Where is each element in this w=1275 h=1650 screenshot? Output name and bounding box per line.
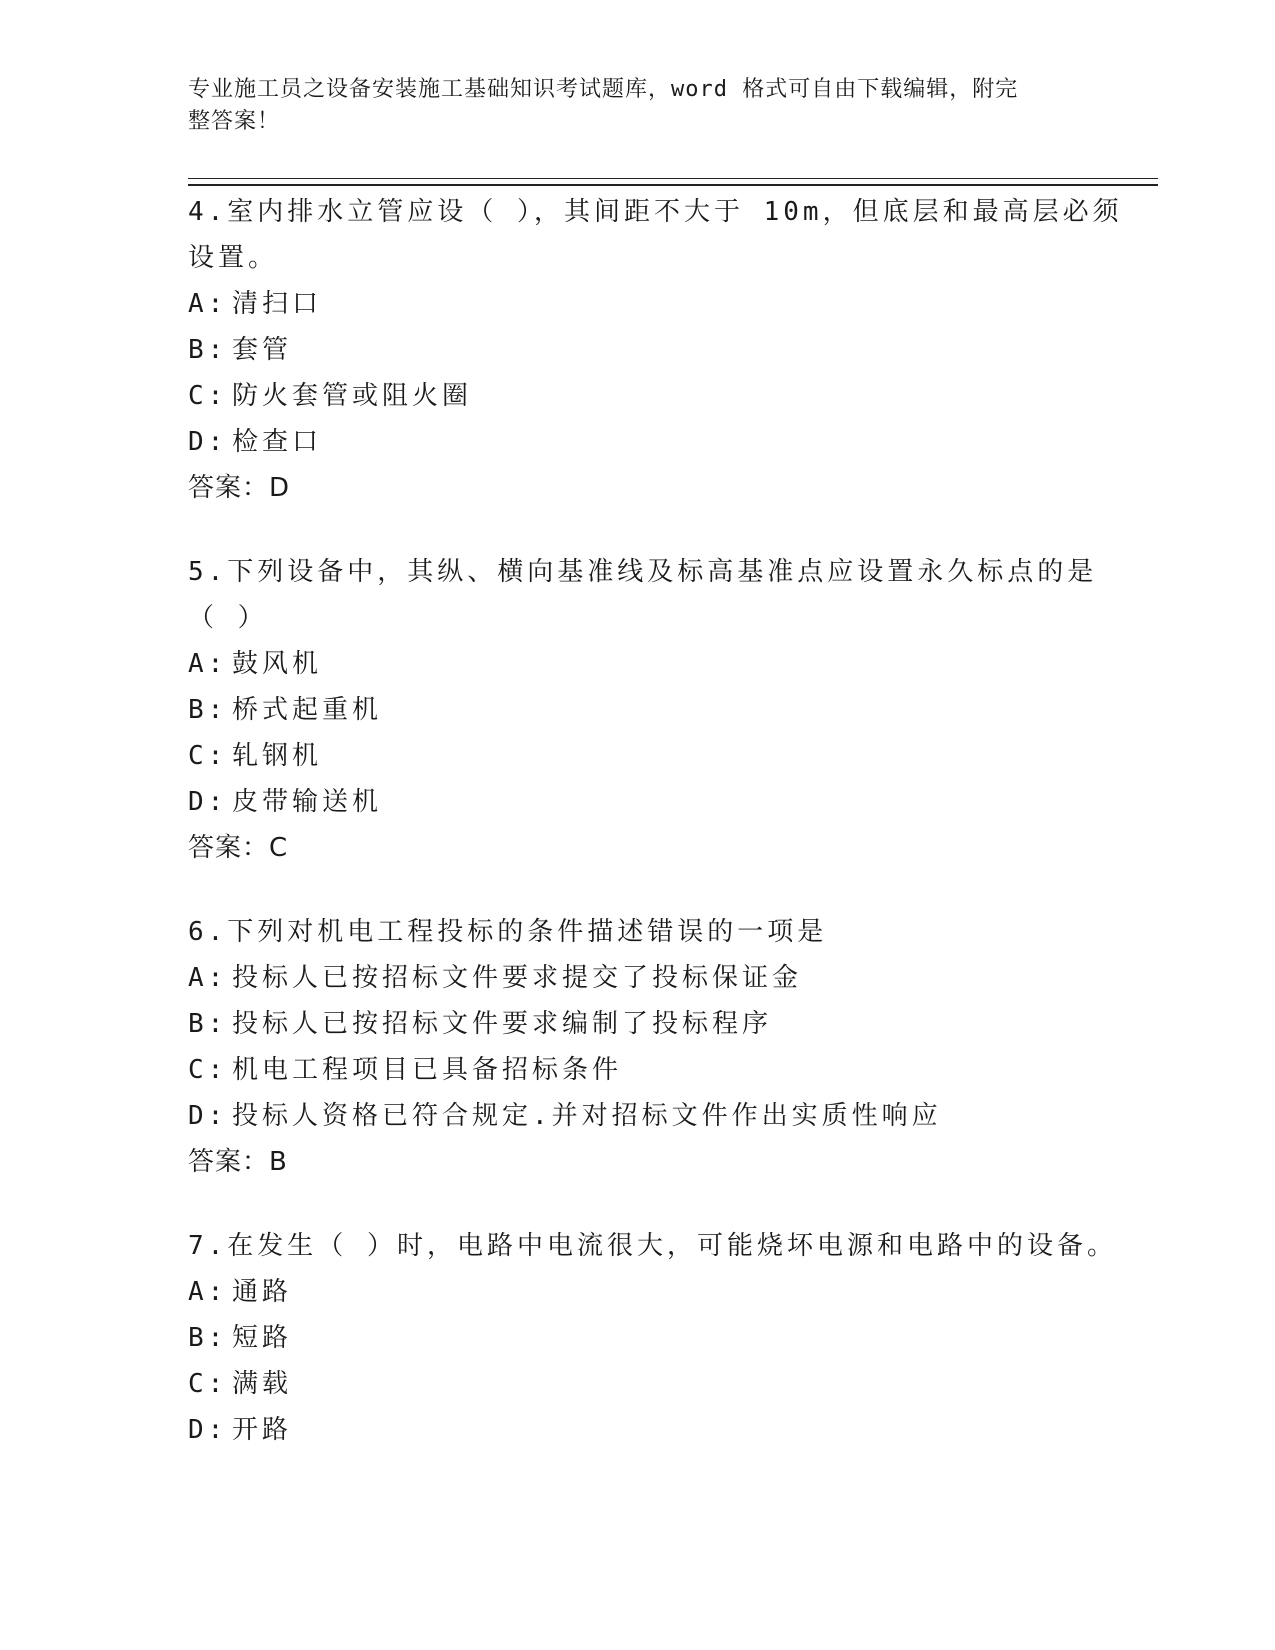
question-6 xyxy=(188,909,1158,1185)
option-key: A: xyxy=(188,289,228,319)
option-text: 投标人已按招标文件要求编制了投标程序 xyxy=(232,1009,773,1039)
intro-line-1: 专业施工员之设备安装施工基础知识考试题库，word 格式可自由下载编辑，附完 xyxy=(188,77,1019,102)
intro-line-2: 整答案！ xyxy=(188,109,281,134)
option-b xyxy=(188,687,1158,733)
option-key: D: xyxy=(188,1415,228,1445)
option-d xyxy=(188,1093,1158,1139)
option-key: B: xyxy=(188,1323,228,1353)
option-text: 投标人资格已符合规定.并对招标文件作出实质性响应 xyxy=(232,1101,942,1131)
option-c xyxy=(188,1361,1158,1407)
question-4 xyxy=(188,189,1158,511)
option-a xyxy=(188,281,1158,327)
option-text: 开路 xyxy=(232,1415,293,1445)
question-list xyxy=(188,189,1158,1491)
option-key: C: xyxy=(188,741,228,771)
option-text: 通路 xyxy=(232,1277,293,1307)
option-key: B: xyxy=(188,1009,228,1039)
option-a xyxy=(188,641,1158,687)
option-text: 投标人已按招标文件要求提交了投标保证金 xyxy=(232,963,803,993)
option-key: D: xyxy=(188,1101,228,1131)
option-c xyxy=(188,733,1158,779)
option-key: C: xyxy=(188,1055,228,1085)
option-key: D: xyxy=(188,427,228,457)
option-text: 桥式起重机 xyxy=(232,695,383,725)
option-text: 套管 xyxy=(232,335,293,365)
option-key: C: xyxy=(188,1369,228,1399)
answer-line: 答案：D xyxy=(188,473,291,503)
option-c xyxy=(188,373,1158,419)
option-key: D: xyxy=(188,787,228,817)
question-7 xyxy=(188,1223,1158,1453)
option-text: 轧钢机 xyxy=(232,741,323,771)
header-divider xyxy=(188,178,1158,186)
option-text: 满载 xyxy=(232,1369,293,1399)
question-stem: 4.室内排水立管应设（ ），其间距不大于 10m，但底层和最高层必须 xyxy=(188,197,1123,227)
question-stem: 6.下列对机电工程投标的条件描述错误的一项是 xyxy=(188,917,828,947)
document-intro xyxy=(188,74,1068,138)
question-stem: 7.在发生（ ）时，电路中电流很大，可能烧坏电源和电路中的设备。 xyxy=(188,1231,1117,1261)
option-key: A: xyxy=(188,1277,228,1307)
question-5 xyxy=(188,549,1158,871)
option-key: C: xyxy=(188,381,228,411)
option-a xyxy=(188,955,1158,1001)
option-b xyxy=(188,1315,1158,1361)
option-b xyxy=(188,1001,1158,1047)
option-key: A: xyxy=(188,649,228,679)
option-d xyxy=(188,779,1158,825)
option-key: A: xyxy=(188,963,228,993)
option-c xyxy=(188,1047,1158,1093)
option-d xyxy=(188,419,1158,465)
option-b xyxy=(188,327,1158,373)
option-text: 短路 xyxy=(232,1323,293,1353)
option-d xyxy=(188,1407,1158,1453)
option-text: 鼓风机 xyxy=(232,649,323,679)
option-text: 检查口 xyxy=(232,427,323,457)
option-key: B: xyxy=(188,335,228,365)
option-key: B: xyxy=(188,695,228,725)
question-stem-continued: （ ） xyxy=(188,603,268,633)
option-text: 机电工程项目已具备招标条件 xyxy=(232,1055,623,1085)
option-text: 清扫口 xyxy=(232,289,323,319)
question-stem: 5.下列设备中，其纵、横向基准线及标高基准点应设置永久标点的是 xyxy=(188,557,1098,587)
option-a xyxy=(188,1269,1158,1315)
answer-line: 答案：B xyxy=(188,1147,288,1177)
option-text: 防火套管或阻火圈 xyxy=(232,381,473,411)
option-text: 皮带输送机 xyxy=(232,787,383,817)
question-stem-continued: 设置。 xyxy=(188,243,279,273)
answer-line: 答案：C xyxy=(188,833,289,863)
